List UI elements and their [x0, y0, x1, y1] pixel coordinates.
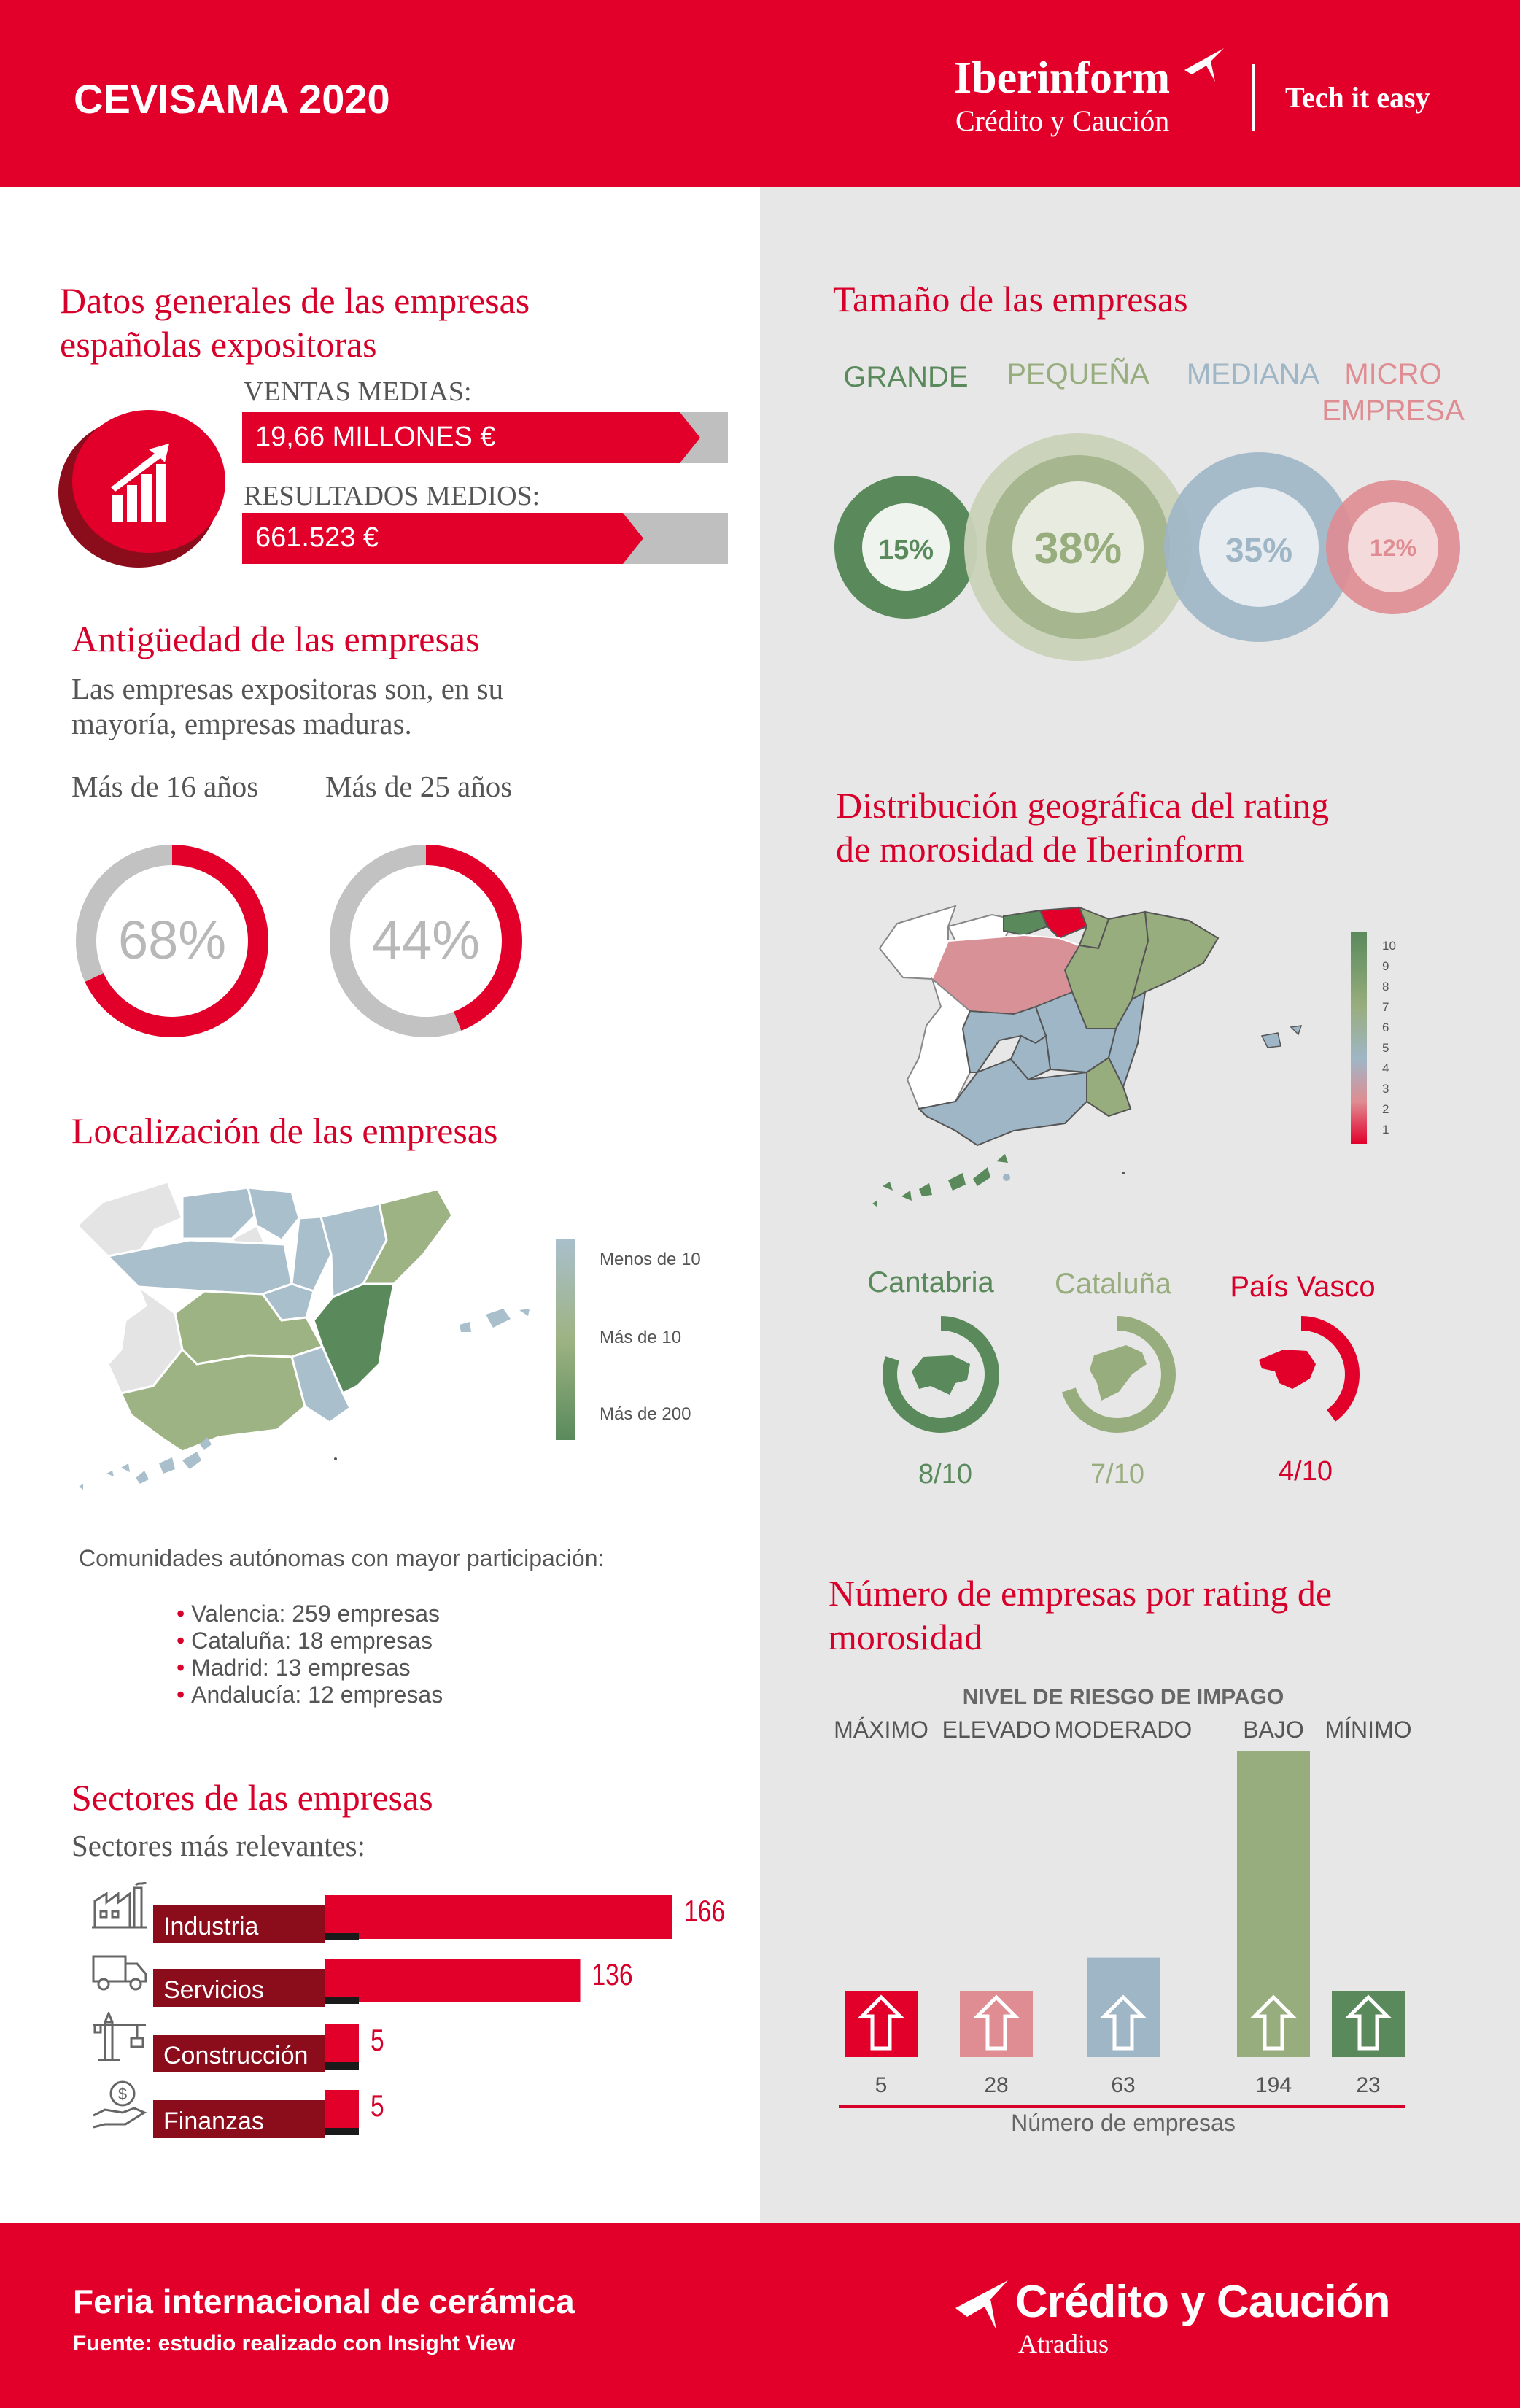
- ventas-value: 19,66 MILLONES €: [255, 422, 496, 452]
- gauge-cantabria: [880, 1313, 1002, 1436]
- footer-brand: Crédito y Caución: [1015, 2277, 1390, 2327]
- localizacion-legend-bar: [556, 1239, 578, 1440]
- scale-label: 6: [1382, 1021, 1389, 1034]
- risk-category-label: MÁXIMO: [834, 1716, 928, 1743]
- footer-source: Fuente: estudio realizado con Insight View: [73, 2331, 516, 2355]
- money-hand-icon: [90, 2079, 149, 2130]
- growth-chart-icon: [53, 401, 235, 569]
- sector-row: [153, 2024, 384, 2072]
- ventas-label: VENTAS MEDIAS:: [244, 376, 472, 407]
- tamano-label-pequena: PEQUEÑA: [1007, 358, 1149, 390]
- donut-label-25: Más de 25 años: [325, 770, 513, 803]
- spain-locations-map: [73, 1174, 540, 1510]
- scale-label: 8: [1382, 980, 1389, 994]
- list-item: • Madrid: 13 empresas: [177, 1654, 411, 1681]
- sector-value: 5: [371, 2089, 384, 2124]
- risk-bar-group: [834, 1716, 928, 2097]
- header-divider: [1252, 64, 1255, 131]
- credito-caucion-logo-icon: [953, 2276, 1011, 2334]
- score-cataluna: 7/10: [1090, 1459, 1144, 1490]
- antiguedad-title: Antigüedad de las empresas: [71, 619, 480, 659]
- scale-label: 7: [1382, 1000, 1389, 1014]
- list-item: • Cataluña: 18 empresas: [177, 1627, 433, 1654]
- list-item: • Andalucía: 12 empresas: [177, 1681, 443, 1708]
- cantabria-shape-icon: [912, 1355, 970, 1395]
- donut-16-value: 68%: [117, 910, 227, 970]
- sectores-title: Sectores de las empresas: [71, 1777, 433, 1818]
- svg-text:$: $: [117, 2085, 128, 2103]
- communities-list: [177, 1600, 443, 1708]
- sector-row: [153, 1895, 725, 1943]
- sector-bar: [325, 1895, 672, 1933]
- donut-label-16: Más de 16 años: [71, 770, 259, 803]
- legend-menos-10: Menos de 10: [600, 1250, 701, 1269]
- donut-16-years: [70, 839, 274, 1043]
- sector-bar: [325, 2090, 359, 2128]
- risk-value: 5: [875, 2073, 888, 2097]
- page-title: CEVISAMA 2020: [74, 76, 390, 122]
- localizacion-title: Localización de las empresas: [71, 1110, 498, 1151]
- donut-25-years: [324, 839, 528, 1043]
- sectores-bar-chart: [153, 1875, 737, 2145]
- spain-rating-map: [868, 897, 1320, 1233]
- distribucion-title-line1: Distribución geográfica del rating: [836, 785, 1330, 826]
- risk-value: 194: [1255, 2073, 1292, 2097]
- tamano-label-micro: MICRO: [1344, 358, 1442, 390]
- communities-title: Comunidades autónomas con mayor participación:: [79, 1545, 605, 1571]
- gauge-cataluna: [1056, 1313, 1179, 1436]
- scale-label: 4: [1382, 1061, 1389, 1075]
- sector-label: Industria: [163, 1913, 259, 1940]
- region-name-pais-vasco: País Vasco: [1230, 1271, 1376, 1303]
- numero-title-line2: morosidad: [829, 1617, 983, 1657]
- distribucion-title-line2: de morosidad de Iberinform: [836, 829, 1244, 870]
- antiguedad-desc-line1: Las empresas expositoras son, en su: [71, 672, 504, 705]
- risk-xlabel: Número de empresas: [1011, 2110, 1236, 2136]
- risk-value: 63: [1111, 2073, 1136, 2097]
- risk-bar-group: [1055, 1716, 1192, 2097]
- pais-vasco-shape-icon: [1259, 1350, 1316, 1389]
- scale-label: 1: [1382, 1123, 1389, 1137]
- general-title-line1: Datos generales de las empresas: [60, 280, 530, 321]
- tamano-label-empresa: EMPRESA: [1322, 395, 1465, 427]
- risk-category-label: BAJO: [1243, 1716, 1304, 1743]
- sector-label: Finanzas: [163, 2107, 264, 2135]
- sector-bar: [325, 1959, 580, 1997]
- resultados-value: 661.523 €: [255, 522, 379, 553]
- sector-value: 166: [684, 1894, 726, 1929]
- sector-row: [153, 1959, 633, 2007]
- risk-chart-title: NIVEL DE RIESGO DE IMPAGO: [962, 1685, 1284, 1709]
- gauge-pais-vasco: [1240, 1313, 1362, 1436]
- tamano-label-grande: GRANDE: [843, 361, 969, 393]
- risk-value: 23: [1356, 2073, 1381, 2097]
- risk-bar-group: [1325, 1716, 1411, 2097]
- risk-category-label: MÍNIMO: [1325, 1716, 1412, 1743]
- general-title-line2: españolas expositoras: [60, 324, 377, 365]
- cataluna-shape-icon: [1090, 1345, 1147, 1401]
- footer-title: Feria internacional de cerámica: [73, 2283, 575, 2320]
- bubble-grande-value: 15%: [877, 535, 934, 565]
- score-cantabria: 8/10: [918, 1459, 972, 1490]
- rating-scale-labels: [1382, 936, 1396, 1140]
- sector-label: Construcción: [163, 2042, 309, 2070]
- scale-label: 9: [1382, 959, 1389, 973]
- region-name-cataluna: Cataluña: [1054, 1268, 1172, 1300]
- truck-icon: [90, 1946, 149, 1994]
- bubble-micro-value: 12%: [1369, 535, 1417, 561]
- scale-label: 2: [1382, 1102, 1389, 1116]
- sectores-subtitle: Sectores más relevantes:: [71, 1829, 366, 1862]
- tamano-title: Tamaño de las empresas: [833, 279, 1188, 320]
- bubble-pequena-value: 38%: [1034, 524, 1122, 573]
- crane-icon: [90, 2012, 149, 2063]
- resultados-label: RESULTADOS MEDIOS:: [244, 481, 540, 511]
- sector-bar: [325, 2024, 359, 2062]
- rating-scale-bar: [1351, 932, 1368, 1144]
- risk-bar-group: [1237, 1716, 1310, 2097]
- list-item: • Valencia: 259 empresas: [177, 1600, 441, 1627]
- scale-label: 10: [1382, 939, 1396, 953]
- risk-bar-chart: [802, 1714, 1488, 2152]
- iberinform-logo-text: Iberinform: [954, 53, 1171, 103]
- antiguedad-desc-line2: mayoría, empresas maduras.: [71, 707, 412, 740]
- score-pais-vasco: 4/10: [1279, 1456, 1333, 1487]
- tagline: Tech it easy: [1285, 81, 1430, 114]
- risk-category-label: ELEVADO: [942, 1716, 1051, 1743]
- factory-icon: [90, 1882, 149, 1930]
- credito-caucion-sub: Crédito y Caución: [955, 104, 1170, 137]
- bubble-mediana-value: 35%: [1225, 531, 1293, 569]
- tamano-label-mediana: MEDIANA: [1186, 358, 1320, 390]
- risk-bar: [1237, 1751, 1310, 2057]
- risk-category-label: MODERADO: [1054, 1716, 1193, 1743]
- plane-icon: [1182, 45, 1225, 86]
- risk-bar: [1087, 1958, 1160, 2057]
- legend-mas-200: Más de 200: [600, 1404, 691, 1424]
- risk-bar-group: [942, 1716, 1051, 2097]
- region-name-cantabria: Cantabria: [867, 1266, 994, 1298]
- sector-value: 136: [592, 1958, 633, 1992]
- tamano-bubble-chart: [802, 350, 1488, 686]
- sector-label: Servicios: [163, 1976, 264, 2004]
- sector-value: 5: [371, 2024, 384, 2058]
- sector-row: [153, 2090, 384, 2138]
- donut-25-value: 44%: [371, 910, 481, 970]
- numero-title-line1: Número de empresas por rating de: [829, 1573, 1333, 1614]
- scale-label: 3: [1382, 1082, 1389, 1096]
- footer-brand-sub: Atradius: [1018, 2329, 1109, 2358]
- risk-value: 28: [984, 2073, 1009, 2097]
- scale-label: 5: [1382, 1041, 1389, 1055]
- legend-mas-10: Más de 10: [600, 1328, 682, 1347]
